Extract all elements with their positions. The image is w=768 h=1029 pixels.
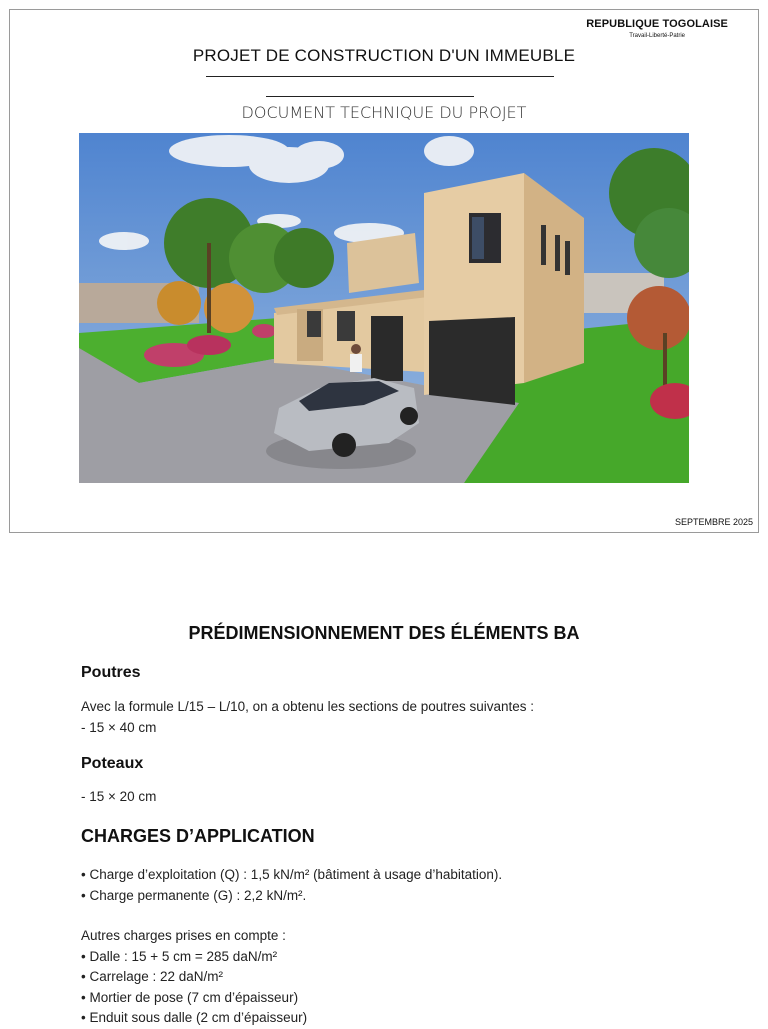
- cover-page: [9, 9, 759, 533]
- poutres-item: - 15 × 40 cm: [81, 719, 157, 735]
- poutres-text: Avec la formule L/15 – L/10, on a obtenu les sections de poutres suivantes :: [81, 699, 535, 714]
- poutres-body: [81, 697, 534, 738]
- other-charge-item: • Dalle : 15 + 5 cm = 285 daN/m²: [81, 948, 278, 964]
- title-divider: [206, 76, 554, 77]
- building-render-image: [79, 133, 689, 483]
- poutres-heading: Poutres: [81, 664, 141, 681]
- national-motto: Travail-Liberté-Patrie: [629, 33, 686, 39]
- predimensioning-page: [0, 560, 768, 1024]
- title-divider-short: [266, 96, 474, 97]
- other-charge-item: • Carrelage : 22 daN/m²: [81, 969, 224, 984]
- other-charges-list: [81, 926, 307, 1029]
- charge-item: • Charge d’exploitation (Q) : 1,5 kN/m² (bâtiment à usage d’habitation).: [81, 867, 503, 882]
- charges-heading: CHARGES D’APPLICATION: [81, 826, 315, 846]
- republic-name: REPUBLIQUE TOGOLAISE: [586, 18, 728, 30]
- section-title: PRÉDIMENSIONNEMENT DES ÉLÉMENTS BA: [188, 623, 580, 643]
- other-charge-item: • Mortier de pose (7 cm d’épaisseur): [81, 989, 299, 1005]
- other-charges-heading: Autres charges prises en compte :: [81, 928, 286, 943]
- poteaux-heading: Poteaux: [81, 755, 144, 772]
- cover-date: SEPTEMBRE 2025: [674, 517, 753, 527]
- other-charge-item: • Enduit sous dalle (2 cm d’épaisseur): [81, 1010, 308, 1025]
- project-title: PROJET DE CONSTRUCTION D'UN IMMEUBLE: [192, 46, 576, 65]
- republic-header: [586, 18, 728, 39]
- charge-item: • Charge permanente (G) : 2,2 kN/m².: [81, 887, 307, 903]
- charges-list: [81, 865, 502, 906]
- poteaux-item: - 15 × 20 cm: [81, 789, 157, 804]
- document-subtitle: DOCUMENT TECHNIQUE DU PROJET: [241, 103, 527, 122]
- poteaux-body: [81, 787, 156, 808]
